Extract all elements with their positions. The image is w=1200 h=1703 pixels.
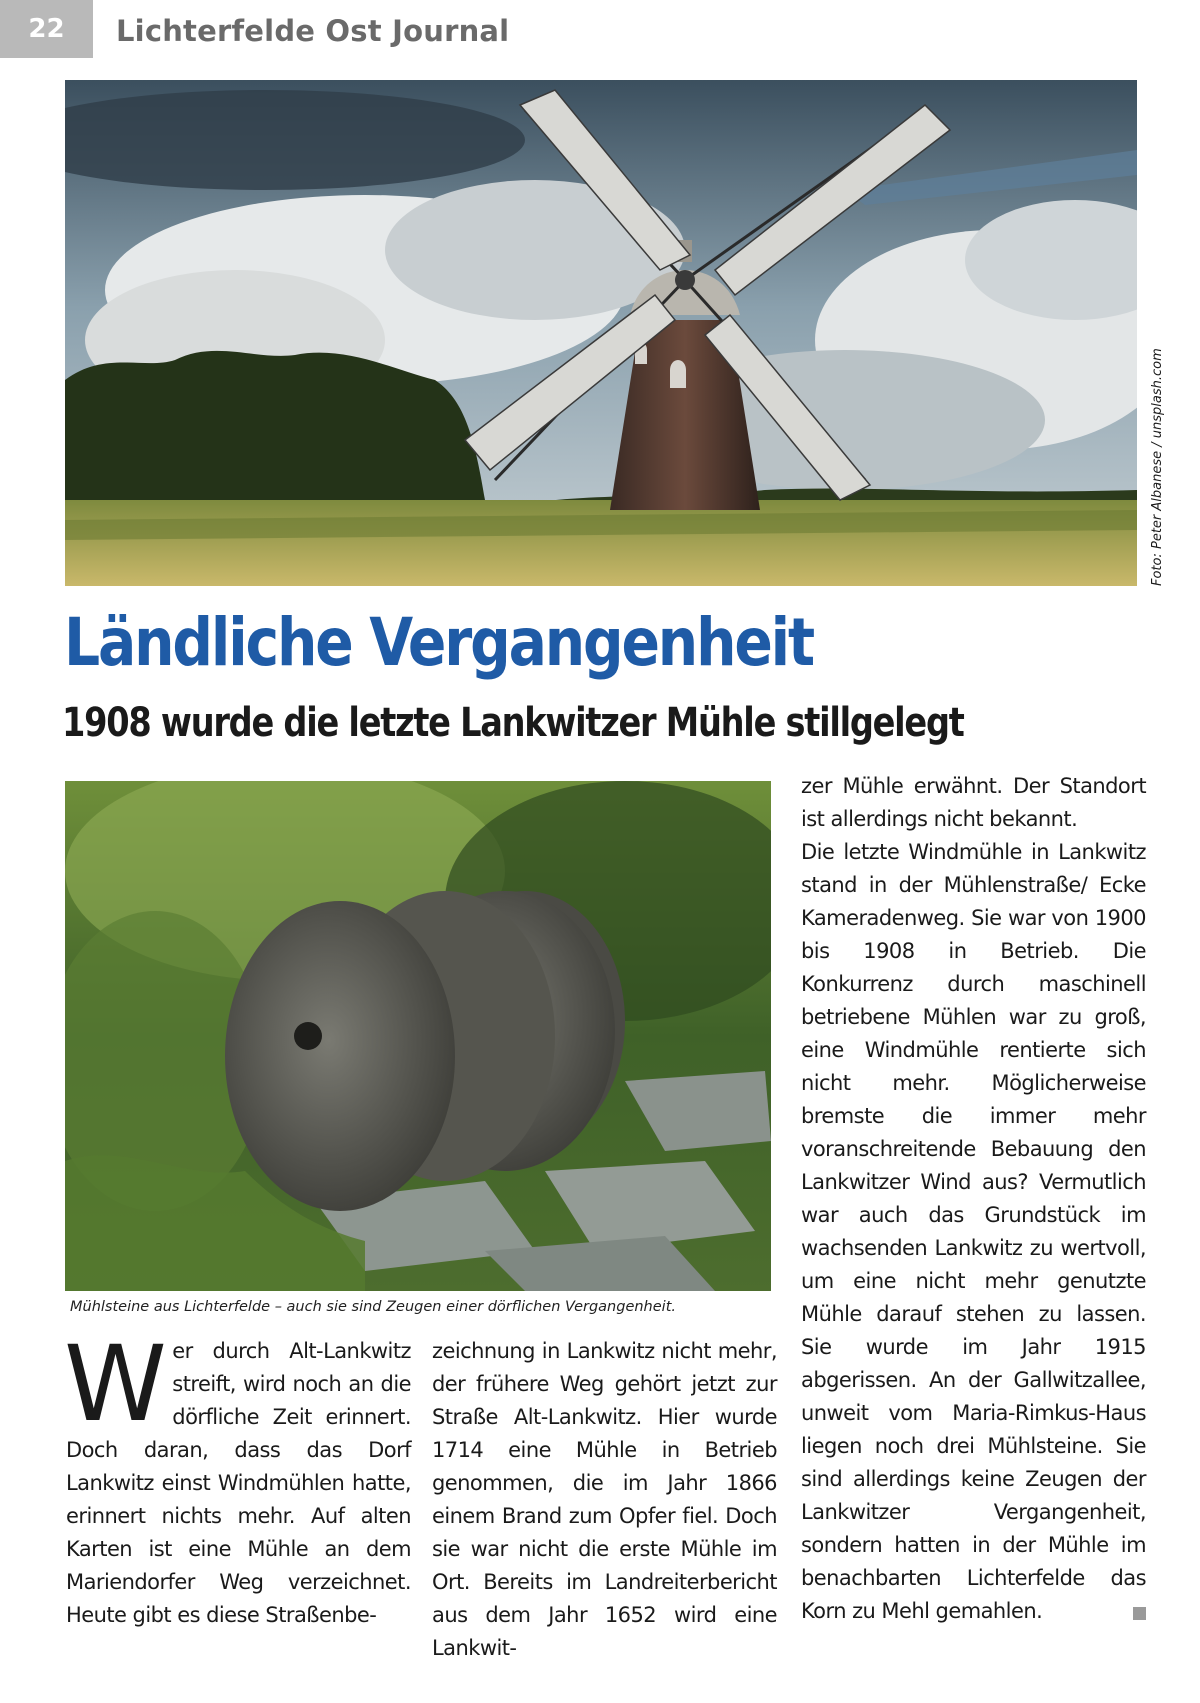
photo-caption: Mühlsteine aus Lichterfelde – auch sie sind Zeugen einer dörflichen Vergangenheit. — [70, 1299, 676, 1315]
journal-title: Lichterfelde Ost Journal — [116, 14, 510, 48]
windmill-illustration — [65, 80, 1137, 586]
millstones-photo — [65, 781, 771, 1291]
end-of-article-mark — [1133, 1607, 1146, 1620]
photo-credit: Foto: Peter Albanese / unsplash.com — [1150, 348, 1165, 586]
column-3-paragraph-2 — [801, 836, 1146, 1628]
page-number: 22 — [0, 0, 93, 58]
article-subheadline: 1908 wurde die letzte Lankwitzer Mühle stillgelegt — [62, 700, 964, 746]
article-headline: Ländliche Vergangenheit — [64, 604, 813, 681]
article-column-2 — [432, 1335, 777, 1665]
column-1-text: er durch Alt-Lankwitz streift, wird noch an die dörfliche Zeit erinnert. Doch daran, dass das Dorf Lankwitz einst Windmühlen hatte, erinnert nichts mehr. Auf alten Karten ist eine Mühle an dem Mariendorfer Weg verzeichnet. Heute gibt es diese Straßenbe- — [66, 1339, 411, 1627]
dropcap: W — [64, 1323, 167, 1445]
article-column-1 — [64, 1323, 411, 1632]
windmill-photo — [65, 80, 1137, 586]
article-column-3 — [801, 770, 1146, 1628]
column-2-text: zeichnung in Lankwitz nicht mehr, der frühere Weg gehört jetzt zur Straße Alt-Lankwitz. Hier wurde 1714 eine Mühle in Betrieb genommen, die im Jahr 1866 einem Brand zum Opfer fiel. Doch sie war nicht die erste Mühle im Ort. Bereits im Landreiterbericht aus dem Jahr 1652 wird eine Lankwit- — [432, 1339, 777, 1660]
column-3-paragraph-1: zer Mühle erwähnt. Der Standort ist allerdings nicht bekannt. — [801, 774, 1146, 831]
millstones-illustration — [65, 781, 771, 1291]
column-3-paragraph-2-text: Die letzte Windmühle in Lankwitz stand in der Mühlenstraße/ Ecke Kameradenweg. Sie war von 1900 bis 1908 in Betrieb. Die Konkurrenz durch maschinell betriebene Mühlen war zu groß, eine Windmühle rentierte sich nicht mehr. Möglicherweise bremste die immer mehr voranschreitende Bebauung den Lankwitzer Wind aus? Vermutlich war auch das Grundstück im wachsenden Lankwitz zu wertvoll, um eine nicht mehr genutzte Mühle darauf stehen zu lassen. Sie wurde im Jahr 1915 abgerissen. An der Gallwitzallee, unweit vom Maria-Rimkus-Haus liegen noch drei Mühlsteine. Sie sind allerdings keine Zeugen der Lankwitzer Vergangenheit, sondern hatten in der Mühle im benachbarten Lichterfelde das Korn zu Mehl gemahlen. — [801, 840, 1146, 1623]
